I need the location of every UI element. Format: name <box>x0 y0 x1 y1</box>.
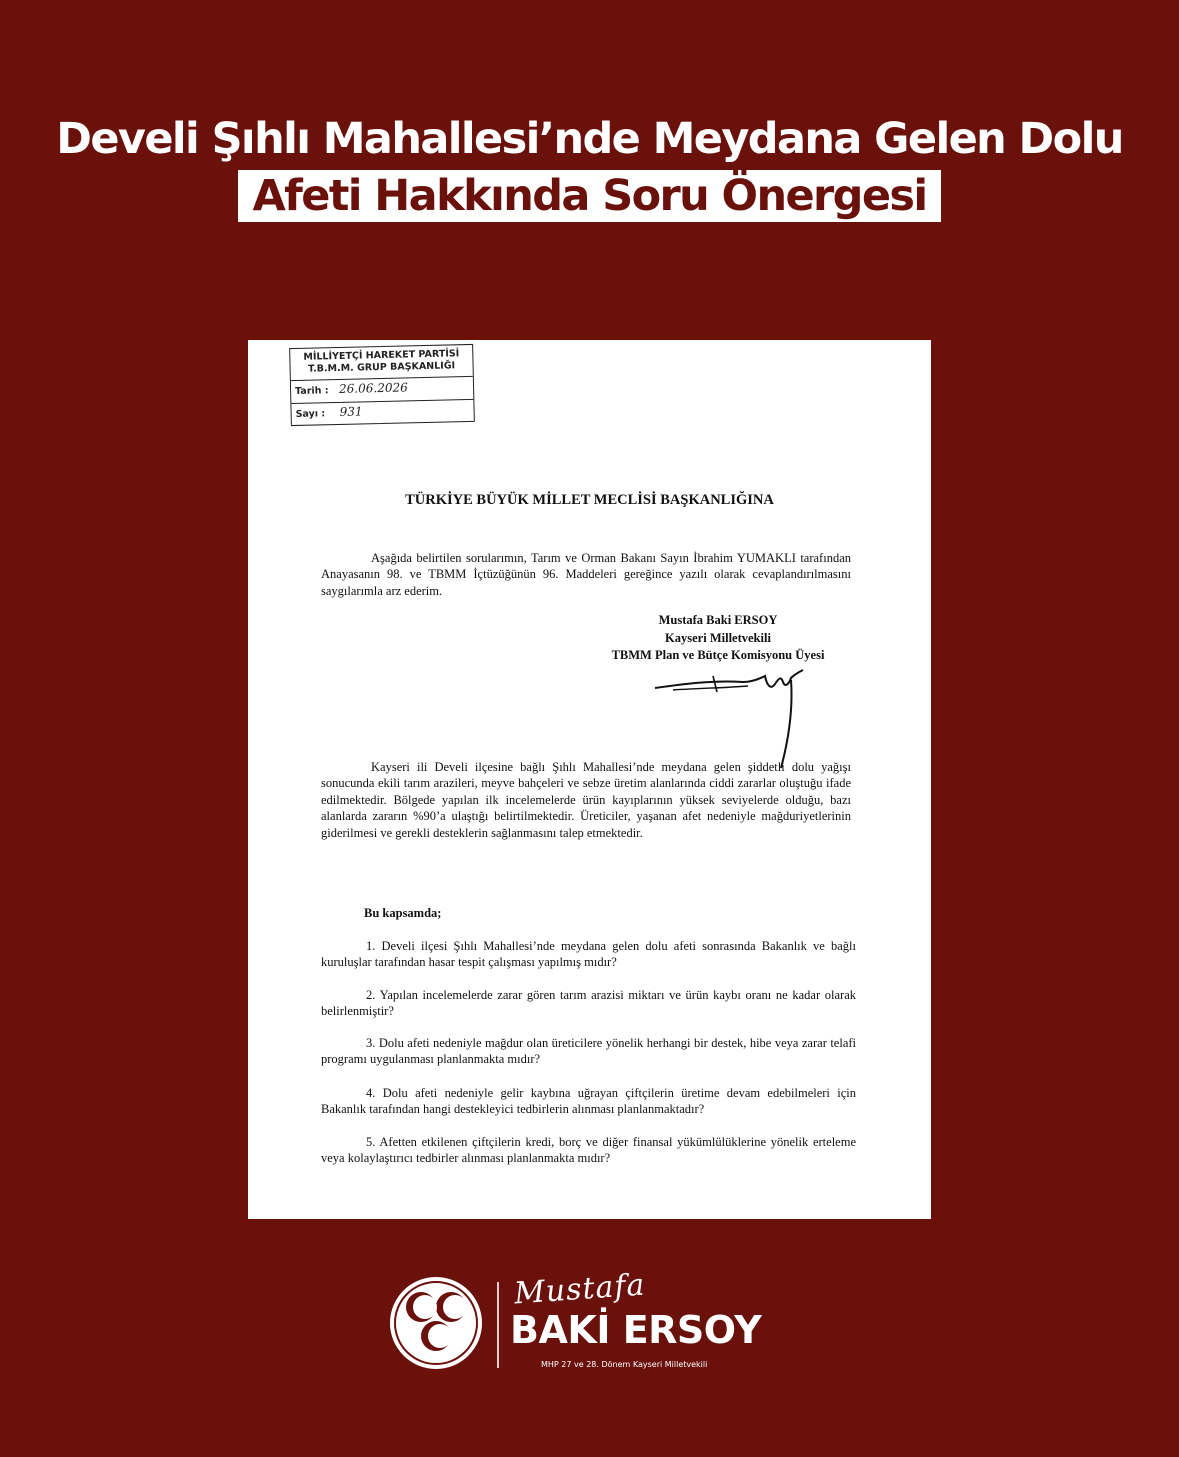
stamp-date-value: 26.06.2026 <box>338 380 408 396</box>
question-5: 5. Afetten etkilenen çiftçilerin kredi, borç ve diğer finansal yükümlülüklerine yönelik erteleme veya kolaylaştırıcı tedbirler alınması planlanmakta mıdır? <box>321 1135 856 1166</box>
signatory-committee: TBMM Plan ve Bütçe Komisyonu Üyesi <box>611 648 825 662</box>
document-title: TÜRKİYE BÜYÜK MİLLET MECLİSİ BAŞKANLIĞINA <box>405 492 774 508</box>
mhp-three-crescents-emblem-icon <box>387 1274 485 1372</box>
question-2: 2. Yapılan incelemelerde zarar gören tarım arazisi miktarı ve ürün kaybı oranı ne kadar olarak belirlenmiştir? <box>321 988 856 1019</box>
question-1: 1. Develi ilçesi Şıhlı Mahallesi’nde meydana gelen dolu afeti sonrasında Bakanlık ve bağlı kuruluşlar tarafından hasar tespit çalışması yapılmış mıdır? <box>321 939 856 970</box>
stamp-org-line-2: T.B.M.M. GRUP BAŞKANLIĞI <box>307 360 456 375</box>
signatory-name: Mustafa Baki ERSOY <box>658 613 778 627</box>
signatory-block <box>588 612 848 665</box>
signatory-title: Kayseri Milletvekili <box>665 630 771 645</box>
question-4: 4. Dolu afeti nedeniyle gelir kaybına uğrayan çiftçilerin üretime devam edebilmeleri için Bakanlık tarafından hangi destekleyici tedbirlerin alınması planlanmaktadır? <box>321 1086 856 1117</box>
stamp-number-value: 931 <box>339 404 363 419</box>
question-3: 3. Dolu afeti nedeniyle mağdur olan üreticilere yönelik herhangi bir destek, hibe veya zarar telafi programı uygulanması planlanmakta mıdır? <box>321 1036 856 1067</box>
stamp-org <box>290 345 473 381</box>
brand-name: BAKİ ERSOY <box>510 1308 762 1352</box>
registry-stamp <box>289 344 475 426</box>
intro-paragraph: Aşağıda belirtilen sorularımın, Tarım ve Orman Bakanı Sayın İbrahim YUMAKLI tarafından Anayasanın 98. ve TBMM İçtüzüğünün 96. Maddeleri gereğince yazılı olarak cevaplandırılmasını saygılarımla arz ederim. <box>321 551 851 598</box>
stamp-date-label: Tarih : <box>294 385 329 397</box>
body-paragraph: Kayseri ili Develi ilçesine bağlı Şıhlı Mahallesi’nde meydana gelen şiddetli dolu yağışı sonucunda ekili tarım arazileri, meyve bahçeleri ve sebze üretim alanlarında ciddi zararlar oluştuğu ifade edilmektedir. Bölgede yapılan ilk incelemelerde ürün kayıplarının yüksek seviyelerde olduğu, bazı alanlarda zararın %90’a ulaştığı belirtilmektedir. Üreticiler, yaşanan afet nedeniyle mağduriyetlerinin giderilmesi ve gerekli desteklerin sağlanmasını talep etmektedir. <box>321 760 851 840</box>
stamp-org-line-1: MİLLİYETÇİ HAREKET PARTİSİ <box>303 348 460 363</box>
headline-line-1: Develi Şıhlı Mahallesi’nde Meydana Gelen Dolu <box>56 114 1123 164</box>
branding-divider <box>497 1282 499 1368</box>
headline-line-2-highlight: Afeti Hakkında Soru Önergesi <box>238 170 940 222</box>
stamp-number-row <box>291 400 473 426</box>
script-first-name: Mustafa <box>512 1267 647 1312</box>
stamp-number-label: Sayı : <box>295 408 326 420</box>
branding-footer <box>0 1267 1179 1380</box>
headline <box>0 112 1179 223</box>
scope-heading: Bu kapsamda; <box>364 906 442 920</box>
document-page <box>248 340 931 1219</box>
brand-subtitle: MHP 27 ve 28. Dönem Kayseri Milletvekili <box>541 1360 708 1369</box>
